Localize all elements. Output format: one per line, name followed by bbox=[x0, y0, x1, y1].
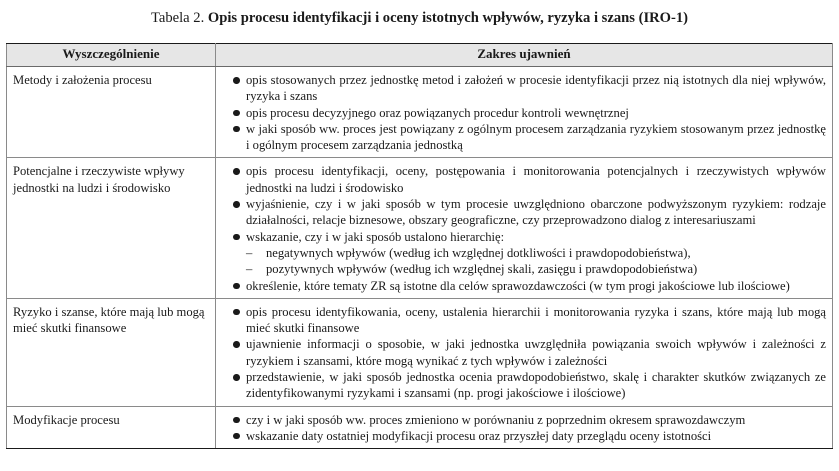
row-content bbox=[216, 67, 833, 158]
dash-icon: – bbox=[246, 262, 253, 277]
row-label: Metody i założenia procesu bbox=[7, 67, 216, 158]
sub-item bbox=[246, 261, 826, 277]
bullet-item bbox=[233, 428, 826, 444]
bullet-text: wskazanie, czy i w jaki sposób ustalono hierarchię: bbox=[246, 229, 505, 244]
bullet-text: czy i w jaki sposób ww. proces zmieniono w porównaniu z poprzednim okresem sprawozdawczym bbox=[246, 412, 746, 427]
bullet-text: opis procesu decyzyjnego oraz powiązanych procedur kontroli wewnętrznej bbox=[246, 105, 629, 120]
row-label: Potencjalne i rzeczywiste wpływy jednostki na ludzi i środowisko bbox=[7, 158, 216, 298]
bullet-list bbox=[222, 412, 826, 445]
table-row bbox=[7, 298, 833, 406]
bullet-icon bbox=[233, 433, 240, 440]
bullet-text: opis procesu identyfikacji, oceny, postępowania i monitorowania potencjalnych i rzeczywistych wpływów jednostki na ludzi i środowisko bbox=[246, 164, 826, 195]
dash-icon: – bbox=[246, 245, 253, 260]
table-row bbox=[7, 406, 833, 449]
column-header-item: Wyszczególnienie bbox=[7, 44, 216, 67]
row-content bbox=[216, 298, 833, 406]
table-row bbox=[7, 158, 833, 298]
bullet-icon bbox=[233, 77, 240, 84]
table-caption bbox=[0, 9, 839, 27]
bullet-text: opis stosowanych przez jednostkę metod i założeń w procesie identyfikacji przez nią istotnych dla niej wpływów, ryzyka i szans bbox=[246, 73, 826, 104]
table-row bbox=[7, 67, 833, 158]
bullet-icon bbox=[233, 341, 240, 348]
row-label: Modyfikacje procesu bbox=[7, 406, 216, 449]
header-row bbox=[7, 44, 833, 67]
bullet-icon bbox=[233, 283, 240, 290]
bullet-list bbox=[222, 72, 826, 153]
sub-item bbox=[246, 245, 826, 261]
column-header-scope: Zakres ujawnień bbox=[216, 44, 833, 67]
sub-item-text: negatywnych wpływów (według ich względnej dotkliwości i prawdopodobieństwa), bbox=[266, 245, 691, 260]
bullet-item bbox=[233, 121, 826, 154]
bullet-text: wskazanie daty ostatniej modyfikacji procesu oraz przyszłej daty przeglądu oceny istotności bbox=[246, 428, 712, 443]
sub-item-text: pozytywnych wpływów (według ich względnej skali, zasięgu i prawdopodobieństwa) bbox=[266, 262, 698, 277]
row-content bbox=[216, 406, 833, 449]
bullet-item bbox=[233, 229, 826, 278]
sub-list bbox=[246, 245, 826, 278]
bullet-text: opis procesu identyfikowania, oceny, ustalenia hierarchii i monitorowania ryzyka i szans, które mają lub mogą mieć skutki finansowe bbox=[246, 304, 826, 336]
bullet-item bbox=[233, 105, 826, 121]
bullet-item bbox=[233, 304, 826, 337]
bullet-item bbox=[233, 278, 826, 294]
bullet-list bbox=[222, 304, 826, 402]
bullet-list bbox=[222, 163, 826, 293]
bullet-item bbox=[233, 196, 826, 229]
bullet-item bbox=[233, 163, 826, 196]
bullet-item bbox=[233, 412, 826, 428]
bullet-icon bbox=[233, 201, 240, 208]
bullet-item bbox=[233, 336, 826, 369]
bullet-icon bbox=[233, 126, 240, 133]
bullet-icon bbox=[233, 417, 240, 424]
iro-table bbox=[6, 43, 833, 449]
bullet-text: w jaki sposób ww. proces jest powiązany z ogólnym procesem zarządzania ryzykiem stosowanym przez jednostkę i ogólnym procesem zarządzania jednostką bbox=[246, 121, 826, 153]
bullet-item bbox=[233, 369, 826, 402]
bullet-text: określenie, które tematy ZR są istotne dla celów sprawozdawczości (w tym progi jakościowe lub ilościowe) bbox=[246, 278, 790, 293]
bullet-text: przedstawienie, w jaki sposób jednostka ocenia prawdopodobieństwo, skalę i charakter skutków związanych ze zidentyfikowanymi ryzykami i szansami (np. progi jakościowe i ilościowe) bbox=[246, 370, 826, 401]
bullet-icon bbox=[233, 374, 240, 381]
bullet-text: wyjaśnienie, czy i w jaki sposób w tym procesie uwzględniono obarczone podwyższonym ryzykiem: rodzaje działalności, relacje biznesowe, obszary geograficzne, czy przeprowadzono dialog z interesariuszami bbox=[246, 197, 826, 228]
bullet-text: ujawnienie informacji o sposobie, w jaki jednostka uwzględniła powiązania swoich wpływów i zależności z ryzykiem i szansami, które mogą wynikać z tych wpływów i zależności bbox=[246, 337, 826, 368]
bullet-icon bbox=[233, 168, 240, 175]
bullet-icon bbox=[233, 309, 240, 316]
bullet-item bbox=[233, 72, 826, 105]
row-content bbox=[216, 158, 833, 298]
row-label: Ryzyko i szanse, które mają lub mogą mieć skutki finansowe bbox=[7, 298, 216, 406]
bullet-icon bbox=[233, 110, 240, 117]
caption-prefix: Tabela 2. bbox=[150, 10, 205, 26]
bullet-icon bbox=[233, 234, 240, 241]
caption-title: Opis procesu identyfikacji i oceny istotnych wpływów, ryzyka i szans (IRO-1) bbox=[207, 10, 689, 26]
